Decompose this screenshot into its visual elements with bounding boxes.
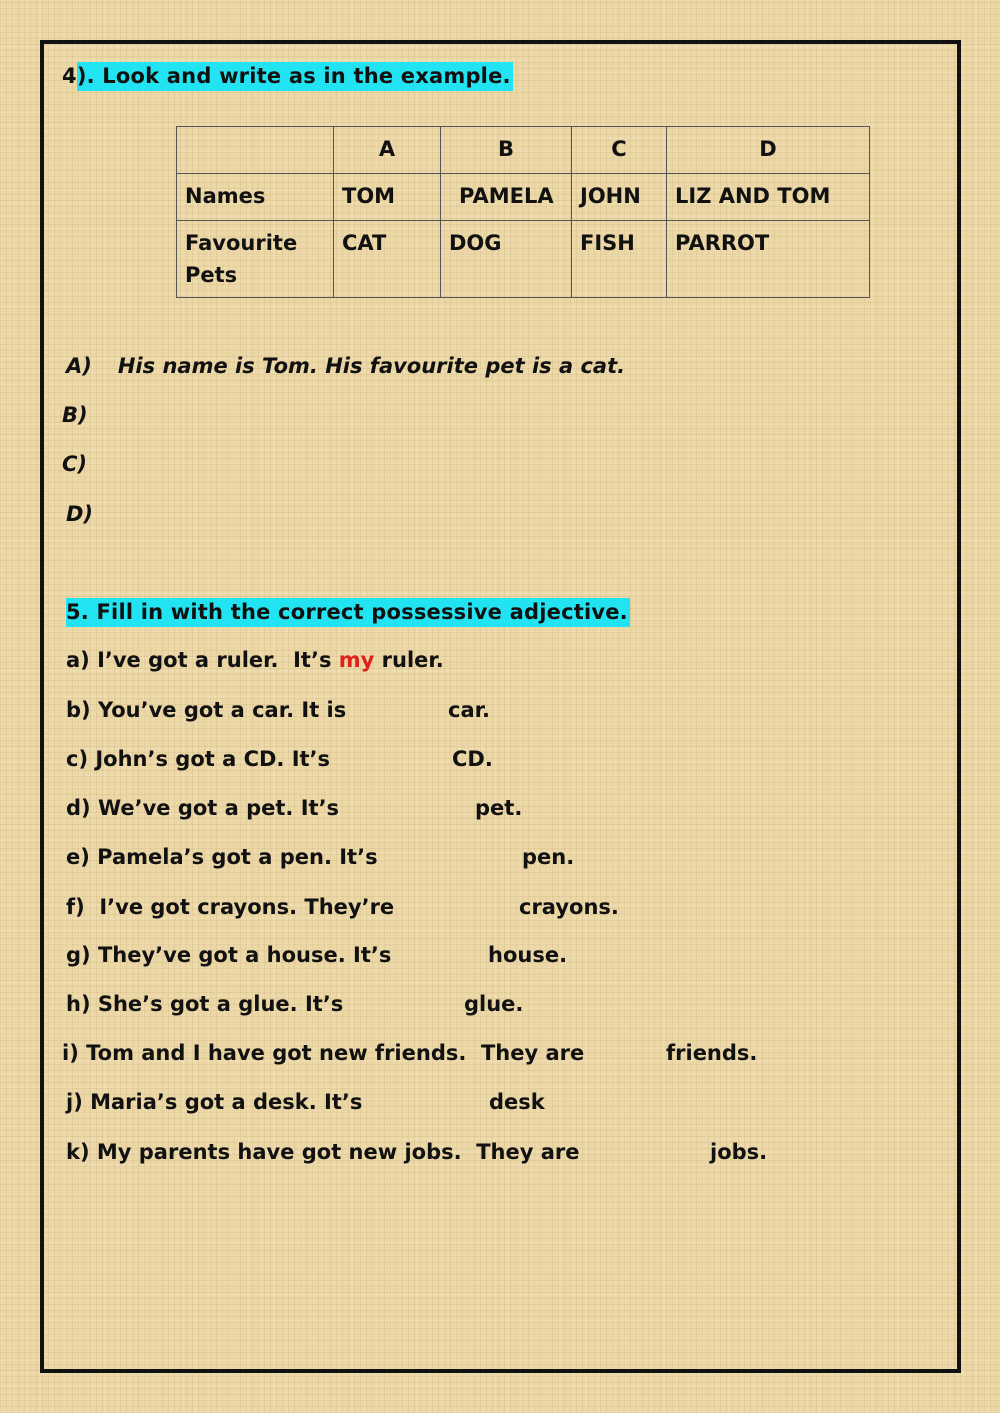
table-cell: LIZ AND TOM (667, 174, 870, 221)
table-header-cell: A (334, 127, 441, 174)
exercise-f (66, 895, 826, 925)
table-cell: Names (177, 174, 334, 221)
pets-table (176, 126, 870, 298)
table-header-row (177, 127, 870, 174)
answer-text: His name is Tom. His favourite pet is a cat. (117, 354, 626, 378)
exercise-h (66, 992, 826, 1022)
answer-line-a (66, 354, 625, 378)
exercise-ending: glue. (464, 992, 524, 1016)
exercise-ending: CD. (452, 747, 493, 771)
exercise-example-sentence (66, 648, 444, 672)
answer-line-b (62, 403, 88, 427)
exercise-j (66, 1090, 826, 1120)
exercise-prompt: b) You’ve got a car. It is (66, 698, 347, 722)
table-cell: PAMELA (441, 174, 572, 221)
section-5-title (66, 600, 630, 624)
exercise-d (66, 796, 826, 826)
table-header-cell (177, 127, 334, 174)
exercise-ending: pet. (475, 796, 523, 820)
answer-line-d (66, 502, 93, 526)
exercise-prompt: h) She’s got a glue. It’s (66, 992, 344, 1016)
exercise-ending: friends. (666, 1041, 758, 1065)
answer-label: D) (66, 502, 94, 526)
exercise-prompt: f) I’ve got crayons. They’re (66, 895, 395, 919)
table-cell: DOG (441, 221, 572, 298)
example-answer: my (338, 648, 375, 672)
exercise-prompt: j) Maria’s got a desk. It’s (66, 1090, 363, 1114)
table-header-cell: C (572, 127, 667, 174)
exercise-ending: pen. (522, 845, 575, 869)
exercise-ending: car. (448, 698, 490, 722)
table-cell: JOHN (572, 174, 667, 221)
answer-label: B) (62, 403, 88, 427)
table-row (177, 174, 870, 221)
table-cell: CAT (334, 221, 441, 298)
exercise-c (66, 747, 826, 777)
exercise-k (66, 1140, 826, 1170)
exercise-prompt: c) John’s got a CD. It’s (66, 747, 331, 771)
example-before: a) I’ve got a ruler. It’s (66, 648, 339, 672)
table-header-cell: B (441, 127, 572, 174)
exercise-ending: desk (489, 1090, 545, 1114)
section-4-title (62, 64, 513, 88)
table-row (177, 221, 870, 298)
table-cell: TOM (334, 174, 441, 221)
section-4-number: 4 (62, 64, 77, 88)
table-cell: Favourite Pets (177, 221, 334, 298)
exercise-i (62, 1041, 822, 1071)
exercise-g (66, 943, 826, 973)
example-after: ruler. (374, 648, 444, 672)
answer-line-c (62, 452, 87, 476)
exercise-ending: crayons. (519, 895, 619, 919)
exercise-prompt: g) They’ve got a house. It’s (66, 943, 392, 967)
exercise-prompt: d) We’ve got a pet. It’s (66, 796, 340, 820)
answer-label: A) (66, 354, 92, 378)
table-cell: FISH (572, 221, 667, 298)
exercise-prompt: i) Tom and I have got new friends. They are (62, 1041, 585, 1065)
section-4-instruction: ). Look and write as in the example. (77, 62, 513, 91)
exercise-example (66, 648, 826, 678)
section-5-instruction: 5. Fill in with the correct possessive adjective. (66, 598, 630, 627)
exercise-prompt: k) My parents have got new jobs. They are (66, 1140, 580, 1164)
exercise-e (66, 845, 826, 875)
answer-label: C) (62, 452, 88, 476)
table-header-cell: D (667, 127, 870, 174)
table-cell: PARROT (667, 221, 870, 298)
exercise-b (66, 698, 826, 728)
exercise-ending: jobs. (710, 1140, 768, 1164)
exercise-prompt: e) Pamela’s got a pen. It’s (66, 845, 378, 869)
exercise-ending: house. (488, 943, 568, 967)
